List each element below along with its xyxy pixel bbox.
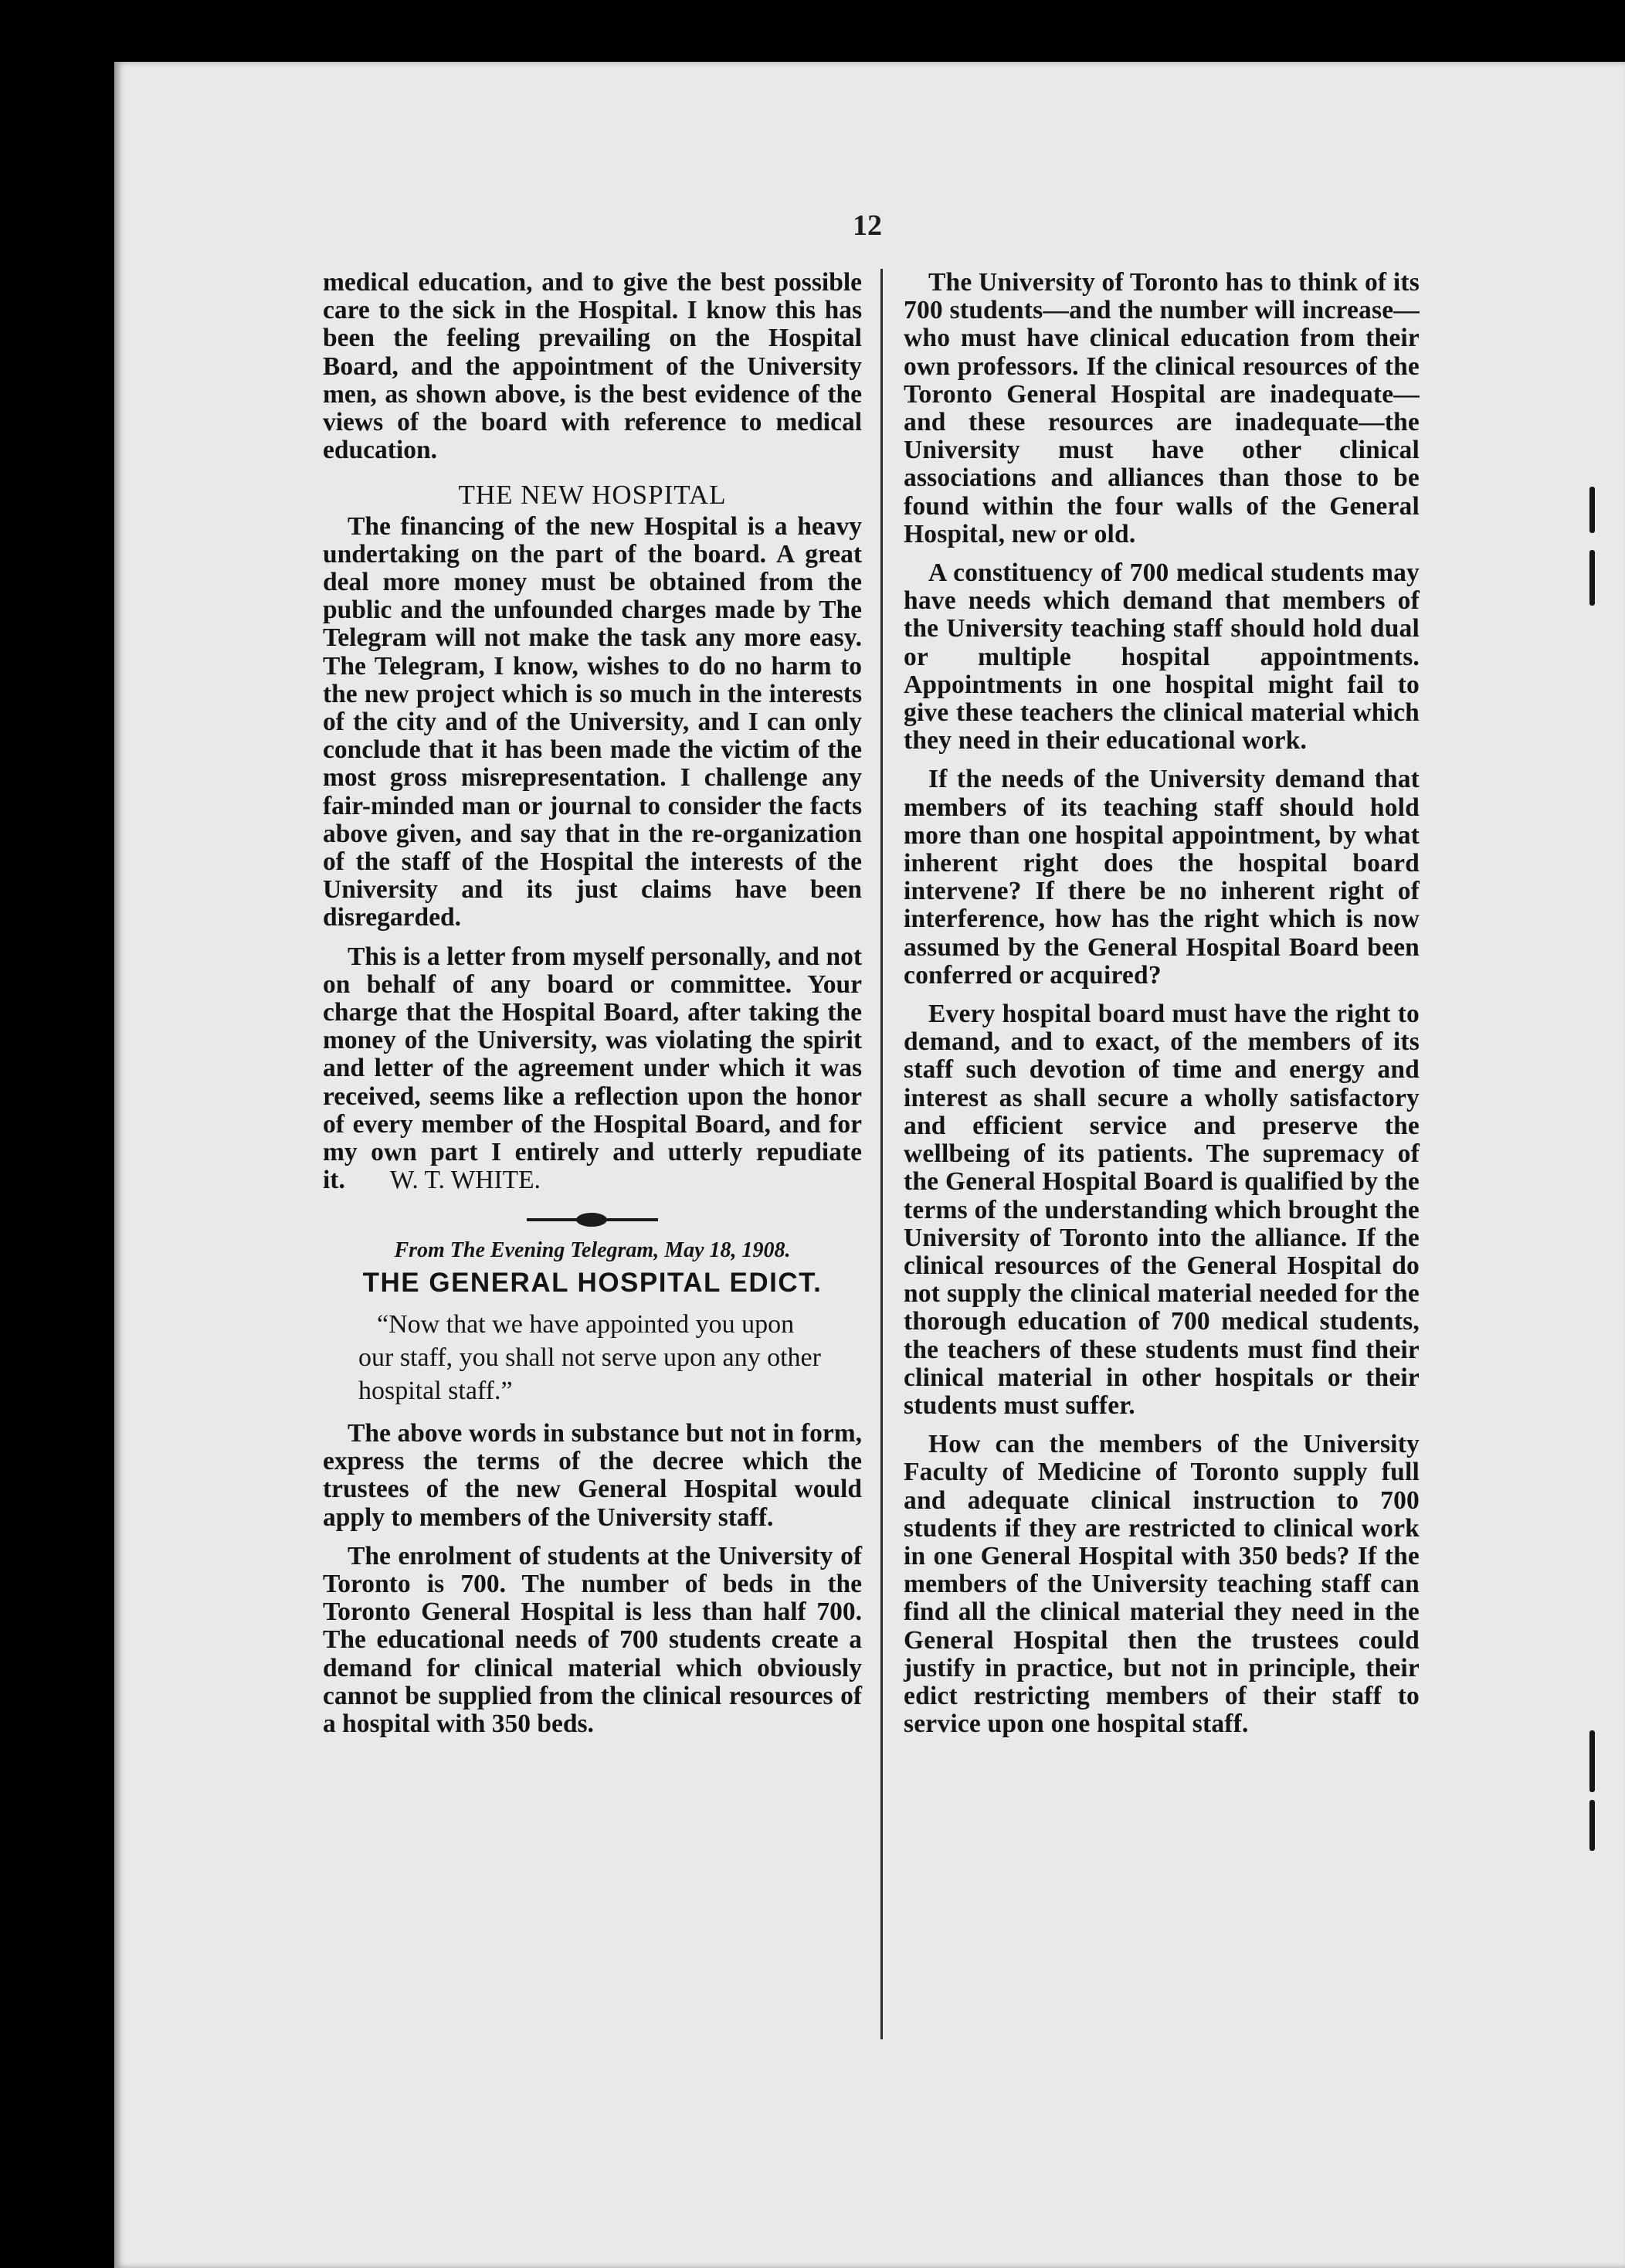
above-words-paragraph: The above words in substance but not in form, express the terms of the decree which the trustees of the new General Hospital would apply to members of the University staff. xyxy=(323,1418,862,1532)
financing-paragraph: The financing of the new Hospital is a heavy undertaking on the part of the board. A great deal more money must be obtained from the public and the unfounded charges made by The Telegram will not make the task any more easy. The Telegram, I know, wishes to do no harm to the new project which is so much in the interests of the city and of the University, and I can only conclude that it has been made the victim of the most gross misrepresentation. I challenge any fair-minded man or journal to consider the facts above given, and say that in the re-organization of the staff of the Hospital the interests of the University and its just claims have been disregarded. xyxy=(323,511,862,932)
ornamental-rule xyxy=(527,1218,658,1221)
right-column xyxy=(904,269,1420,1738)
university-paragraph: The University of Toronto has to think of its 700 students—and the number will increase—who must have clinical education from their own professors. If the clinical resources of the Toronto General Hospital are inadequate—and these resources are inadequate—the University must have other clinical associations and alliances than those to be found within the four walls of the General Hospital, new or old. xyxy=(904,268,1420,548)
page-number: 12 xyxy=(853,209,882,242)
edge-scan-mark xyxy=(1589,1800,1595,1851)
letter-text: This is a letter from myself personally, and not on behalf of any board or committee. Your charge that the Hospital Board, after taking the money of the University, was violating the spirit and letter of the agreement under which it was received, seems like a reflection upon the honor of every member of the Hospital Board, and for my own part I entirely and utterly repudiate it. xyxy=(323,942,862,1195)
letter-paragraph xyxy=(323,943,862,1195)
left-column xyxy=(323,269,862,1738)
needs-paragraph: If the needs of the University demand that members of its teaching staff should hold more than one hospital appointment, by what inherent right does the hospital board intervene? If there be no inherent right of interference, how has the right which is now assumed by the General Hospital Board been conferred or acquired? xyxy=(904,765,1420,990)
edge-scan-mark xyxy=(1589,487,1595,533)
edge-scan-mark xyxy=(1589,550,1595,606)
edge-scan-mark xyxy=(1589,1730,1595,1792)
column-divider xyxy=(880,269,883,2039)
constituency-paragraph: A constituency of 700 medical students may have needs which demand that members of the University teaching staff should hold dual or multiple hospital appointments. Appointments in one hospital might fail to give these teachers the clinical material which they need in their educational work. xyxy=(904,559,1420,755)
enrolment-paragraph: The enrolment of students at the University of Toronto is 700. The number of beds in the Toronto General Hospital is less than half 700. The educational needs of 700 students create a demand for clinical material which obviously cannot be supplied from the clinical resources of a hospital with 350 beds. xyxy=(323,1541,862,1738)
how-can-paragraph: How can the members of the University Faculty of Medicine of Toronto supply full and adequate clinical instruction to 700 students if they are restricted to clinical work in one General Hospital with 350 beds? If the members of the University teaching staff can find all the clinical material they need in the General Hospital then the trustees could justify in practice, but not in principle, their edict restricting members of their staff to service upon one hospital staff. xyxy=(904,1430,1420,1739)
edict-title: THE GENERAL HOSPITAL EDICT. xyxy=(362,1267,823,1298)
signature: W. T. WHITE. xyxy=(389,1166,541,1195)
source-line: From The Evening Telegram, May 18, 1908. xyxy=(394,1238,791,1262)
section-heading-new-hospital: THE NEW HOSPITAL xyxy=(458,480,727,511)
every-board-paragraph: Every hospital board must have the right to demand, and to exact, of the members of its staff such devotion of time and energy and interest as shall secure a wholly satisfactory and efficient service and preserve the wellbeing of its patients. The supremacy of the General Hospital Board is qualified by the terms of the understanding which brought the University of Toronto into the alliance. If the clinical resources of the General Hospital do not supply the clinical material needed for the thorough education of 700 medical students, the teachers of these students must find their clinical material in other hospitals or their students must suffer. xyxy=(904,1000,1420,1420)
edict-quote: “Now that we have appointed you upon our staff, you shall not serve upon any other hospital staff.” xyxy=(358,1309,821,1405)
intro-paragraph: medical education, and to give the best possible care to the sick in the Hospital. I know this has been the feeling prevailing on the Hospital Board, and the appointment of the University men, as shown above, is the best evidence of the views of the board with reference to medical education. xyxy=(323,268,862,465)
